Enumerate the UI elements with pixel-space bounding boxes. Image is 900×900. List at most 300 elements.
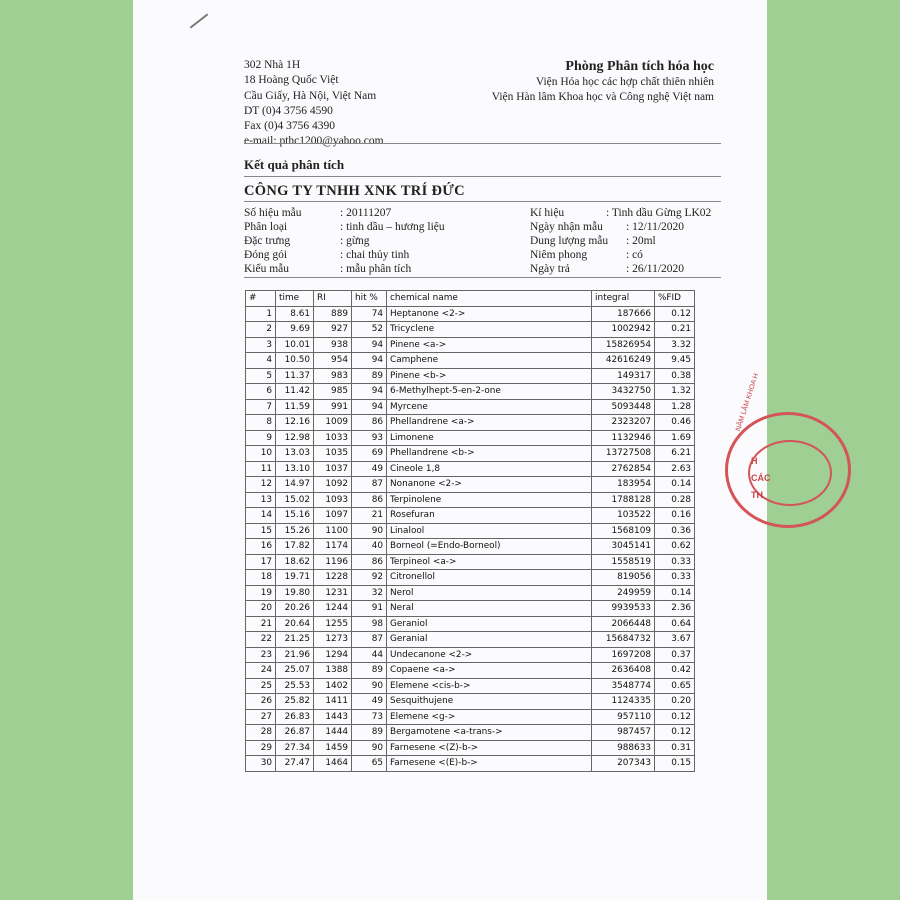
cell-hit: 86 — [352, 554, 387, 570]
cell-integral: 957110 — [592, 709, 655, 725]
cell-time: 25.53 — [276, 678, 314, 694]
cell-fid: 0.33 — [655, 570, 695, 586]
cell-integral: 3432750 — [592, 384, 655, 400]
cell-integral: 2762854 — [592, 461, 655, 477]
cell-chemical-name: Myrcene — [387, 399, 592, 415]
cell-hit: 90 — [352, 523, 387, 539]
lab-address-block — [244, 58, 384, 150]
cell-fid: 3.32 — [655, 337, 695, 353]
cell-index: 26 — [246, 694, 276, 710]
cell-fid: 0.14 — [655, 585, 695, 601]
cell-hit: 86 — [352, 415, 387, 431]
cell-hit: 49 — [352, 694, 387, 710]
cell-hit: 90 — [352, 678, 387, 694]
cell-ri: 1244 — [314, 601, 352, 617]
cell-ri: 1035 — [314, 446, 352, 462]
cell-index: 23 — [246, 647, 276, 663]
cell-index: 7 — [246, 399, 276, 415]
address-line: Cầu Giấy, Hà Nội, Việt Nam — [244, 89, 377, 102]
cell-hit: 87 — [352, 477, 387, 493]
cell-index: 29 — [246, 740, 276, 756]
cell-chemical-name: Farnesene <(Z)-b-> — [387, 740, 592, 756]
cell-time: 19.71 — [276, 570, 314, 586]
info-row — [530, 206, 711, 220]
table-row — [246, 616, 695, 632]
info-value: : mẫu phân tích — [340, 263, 412, 275]
cell-fid: 0.15 — [655, 756, 695, 772]
cell-fid: 0.12 — [655, 709, 695, 725]
table-row — [246, 399, 695, 415]
cell-ri: 1294 — [314, 647, 352, 663]
cell-fid: 0.42 — [655, 663, 695, 679]
cell-integral: 183954 — [592, 477, 655, 493]
cell-integral: 103522 — [592, 508, 655, 524]
cell-chemical-name: Undecanone <2-> — [387, 647, 592, 663]
cell-hit: 92 — [352, 570, 387, 586]
cell-ri: 1459 — [314, 740, 352, 756]
info-row — [530, 262, 711, 276]
cell-fid: 0.36 — [655, 523, 695, 539]
company-name: CÔNG TY TNHH XNK TRÍ ĐỨC — [244, 183, 465, 199]
cell-hit: 74 — [352, 306, 387, 322]
cell-ri: 1093 — [314, 492, 352, 508]
cell-chemical-name: Elemene <g-> — [387, 709, 592, 725]
column-header-index: # — [246, 291, 276, 307]
cell-time: 27.47 — [276, 756, 314, 772]
cell-ri: 1033 — [314, 430, 352, 446]
cell-time: 10.01 — [276, 337, 314, 353]
info-label: Đóng gói — [244, 249, 288, 261]
cell-index: 3 — [246, 337, 276, 353]
cell-chemical-name: Linalool — [387, 523, 592, 539]
info-label: Phân loại — [244, 221, 288, 233]
cell-ri: 983 — [314, 368, 352, 384]
cell-index: 30 — [246, 756, 276, 772]
info-row — [244, 248, 445, 262]
cell-fid: 0.38 — [655, 368, 695, 384]
cell-fid: 0.33 — [655, 554, 695, 570]
table-row — [246, 523, 695, 539]
cell-ri: 954 — [314, 353, 352, 369]
sample-info-right — [530, 206, 711, 276]
cell-chemical-name: Neral — [387, 601, 592, 617]
cell-hit: 65 — [352, 756, 387, 772]
cell-ri: 991 — [314, 399, 352, 415]
cell-ri: 938 — [314, 337, 352, 353]
table-row — [246, 740, 695, 756]
table-row — [246, 601, 695, 617]
cell-integral: 2636408 — [592, 663, 655, 679]
cell-ri: 1444 — [314, 725, 352, 741]
cell-time: 20.64 — [276, 616, 314, 632]
cell-integral: 987457 — [592, 725, 655, 741]
table-row — [246, 663, 695, 679]
cell-index: 28 — [246, 725, 276, 741]
cell-time: 25.07 — [276, 663, 314, 679]
cell-integral: 819056 — [592, 570, 655, 586]
cell-chemical-name: Elemene <cis-b-> — [387, 678, 592, 694]
cell-ri: 1228 — [314, 570, 352, 586]
cell-hit: 94 — [352, 337, 387, 353]
address-line: 302 Nhà 1H — [244, 59, 301, 71]
table-row — [246, 694, 695, 710]
cell-ri: 1388 — [314, 663, 352, 679]
info-row — [244, 262, 445, 276]
divider — [244, 277, 721, 278]
cell-ri: 1411 — [314, 694, 352, 710]
cell-hit: 32 — [352, 585, 387, 601]
table-row — [246, 570, 695, 586]
info-value: : tinh dầu – hương liệu — [340, 221, 445, 233]
cell-chemical-name: Citronellol — [387, 570, 592, 586]
cell-fid: 2.63 — [655, 461, 695, 477]
info-value: : 20111207 — [340, 207, 392, 219]
cell-integral: 207343 — [592, 756, 655, 772]
seal-arc-text: NĂM LÂM KHOA H — [735, 372, 761, 433]
cell-integral: 988633 — [592, 740, 655, 756]
table-row — [246, 384, 695, 400]
cell-time: 12.16 — [276, 415, 314, 431]
cell-fid: 1.28 — [655, 399, 695, 415]
cell-hit: 44 — [352, 647, 387, 663]
table-row — [246, 368, 695, 384]
table-row — [246, 725, 695, 741]
cell-ri: 1092 — [314, 477, 352, 493]
cell-fid: 3.67 — [655, 632, 695, 648]
cell-integral: 5093448 — [592, 399, 655, 415]
cell-hit: 94 — [352, 353, 387, 369]
table-row — [246, 508, 695, 524]
cell-integral: 2323207 — [592, 415, 655, 431]
cell-time: 26.83 — [276, 709, 314, 725]
academy-name: Viện Hàn lâm Khoa học và Công nghệ Việt nam — [491, 90, 714, 103]
info-label: Ngày trả — [530, 263, 570, 275]
divider — [244, 176, 721, 177]
cell-ri: 985 — [314, 384, 352, 400]
cell-integral: 42616249 — [592, 353, 655, 369]
cell-chemical-name: Nerol — [387, 585, 592, 601]
cell-fid: 0.12 — [655, 306, 695, 322]
cell-time: 13.03 — [276, 446, 314, 462]
cell-integral: 249959 — [592, 585, 655, 601]
cell-ri: 1196 — [314, 554, 352, 570]
cell-fid: 1.69 — [655, 430, 695, 446]
cell-chemical-name: Sesquithujene — [387, 694, 592, 710]
cell-integral: 187666 — [592, 306, 655, 322]
seal-line: H — [751, 456, 758, 466]
cell-fid: 1.32 — [655, 384, 695, 400]
cell-integral: 15826954 — [592, 337, 655, 353]
cell-time: 11.37 — [276, 368, 314, 384]
cell-integral: 1788128 — [592, 492, 655, 508]
cell-chemical-name: Rosefuran — [387, 508, 592, 524]
table-row — [246, 477, 695, 493]
cell-hit: 98 — [352, 616, 387, 632]
cell-chemical-name: Geraniol — [387, 616, 592, 632]
table-row — [246, 709, 695, 725]
cell-index: 19 — [246, 585, 276, 601]
cell-hit: 52 — [352, 322, 387, 338]
info-label: Dung lượng mẫu — [530, 235, 609, 247]
cell-ri: 927 — [314, 322, 352, 338]
info-value: : 20ml — [626, 235, 656, 247]
cell-integral: 1558519 — [592, 554, 655, 570]
info-value: : có — [626, 249, 643, 261]
cell-hit: 94 — [352, 384, 387, 400]
cell-time: 17.82 — [276, 539, 314, 555]
cell-time: 8.61 — [276, 306, 314, 322]
cell-chemical-name: Phellandrene <a-> — [387, 415, 592, 431]
cell-time: 12.98 — [276, 430, 314, 446]
cell-integral: 1002942 — [592, 322, 655, 338]
cell-integral: 149317 — [592, 368, 655, 384]
cell-fid: 2.36 — [655, 601, 695, 617]
column-header-time: time — [276, 291, 314, 307]
cell-index: 14 — [246, 508, 276, 524]
info-value: : 12/11/2020 — [626, 221, 685, 233]
cell-index: 9 — [246, 430, 276, 446]
cell-index: 18 — [246, 570, 276, 586]
info-row — [530, 234, 711, 248]
table-row — [246, 415, 695, 431]
cell-hit: 93 — [352, 430, 387, 446]
institute-name: Viện Hóa học các hợp chất thiên nhiên — [535, 76, 714, 88]
cell-fid: 0.14 — [655, 477, 695, 493]
cell-ri: 1464 — [314, 756, 352, 772]
cell-index: 27 — [246, 709, 276, 725]
cell-integral: 15684732 — [592, 632, 655, 648]
cell-fid: 0.28 — [655, 492, 695, 508]
cell-fid: 0.37 — [655, 647, 695, 663]
cell-hit: 89 — [352, 663, 387, 679]
cell-index: 4 — [246, 353, 276, 369]
cell-chemical-name: Camphene — [387, 353, 592, 369]
table-row — [246, 430, 695, 446]
cell-ri: 889 — [314, 306, 352, 322]
table-row — [246, 647, 695, 663]
cell-index: 11 — [246, 461, 276, 477]
cell-fid: 0.20 — [655, 694, 695, 710]
cell-chemical-name: Copaene <a-> — [387, 663, 592, 679]
cell-chemical-name: 6-Methylhept-5-en-2-one — [387, 384, 592, 400]
cell-time: 27.34 — [276, 740, 314, 756]
cell-chemical-name: Borneol (=Endo-Borneol) — [387, 539, 592, 555]
cell-time: 13.10 — [276, 461, 314, 477]
cell-index: 2 — [246, 322, 276, 338]
analysis-results-table — [245, 290, 695, 772]
cell-chemical-name: Cineole 1,8 — [387, 461, 592, 477]
cell-hit: 94 — [352, 399, 387, 415]
table-row — [246, 756, 695, 772]
cell-fid: 0.12 — [655, 725, 695, 741]
cell-integral: 13727508 — [592, 446, 655, 462]
cell-fid: 0.62 — [655, 539, 695, 555]
cell-index: 20 — [246, 601, 276, 617]
cell-chemical-name: Pinene <b-> — [387, 368, 592, 384]
cell-integral: 1124335 — [592, 694, 655, 710]
cell-chemical-name: Terpineol <a-> — [387, 554, 592, 570]
cell-time: 21.25 — [276, 632, 314, 648]
cell-chemical-name: Terpinolene — [387, 492, 592, 508]
cell-time: 15.16 — [276, 508, 314, 524]
cell-fid: 0.65 — [655, 678, 695, 694]
cell-time: 15.26 — [276, 523, 314, 539]
lab-name-block — [492, 58, 714, 104]
cell-time: 25.82 — [276, 694, 314, 710]
cell-fid: 6.21 — [655, 446, 695, 462]
info-label: Số hiệu mẫu — [244, 207, 302, 219]
info-row — [244, 234, 445, 248]
cell-index: 21 — [246, 616, 276, 632]
cell-hit: 87 — [352, 632, 387, 648]
table-row — [246, 585, 695, 601]
cell-chemical-name: Nonanone <2-> — [387, 477, 592, 493]
cell-integral: 3045141 — [592, 539, 655, 555]
cell-fid: 0.46 — [655, 415, 695, 431]
table-row — [246, 678, 695, 694]
cell-ri: 1009 — [314, 415, 352, 431]
info-row — [530, 220, 711, 234]
seal-line: CÁC — [751, 473, 771, 483]
cell-chemical-name: Heptanone <2-> — [387, 306, 592, 322]
cell-index: 10 — [246, 446, 276, 462]
lab-name: Phòng Phân tích hóa học — [565, 59, 714, 74]
cell-fid: 0.64 — [655, 616, 695, 632]
cell-index: 12 — [246, 477, 276, 493]
address-line: 18 Hoàng Quốc Việt — [244, 74, 339, 87]
cell-chemical-name: Pinene <a-> — [387, 337, 592, 353]
cell-time: 11.42 — [276, 384, 314, 400]
cell-index: 13 — [246, 492, 276, 508]
cell-index: 8 — [246, 415, 276, 431]
cell-ri: 1255 — [314, 616, 352, 632]
cell-chemical-name: Limonene — [387, 430, 592, 446]
cell-ri: 1100 — [314, 523, 352, 539]
column-header-hit: hit % — [352, 291, 387, 307]
cell-ri: 1273 — [314, 632, 352, 648]
cell-time: 18.62 — [276, 554, 314, 570]
table-body — [246, 306, 695, 771]
cell-ri: 1231 — [314, 585, 352, 601]
table-row — [246, 554, 695, 570]
divider — [244, 143, 721, 144]
cell-fid: 0.31 — [655, 740, 695, 756]
cell-time: 11.59 — [276, 399, 314, 415]
column-header-fid: %FID — [655, 291, 695, 307]
phone-line: DT (0)4 3756 4590 — [244, 104, 333, 117]
info-value: : 26/11/2020 — [626, 263, 685, 275]
cell-integral: 2066448 — [592, 616, 655, 632]
cell-ri: 1037 — [314, 461, 352, 477]
cell-time: 21.96 — [276, 647, 314, 663]
cell-hit: 40 — [352, 539, 387, 555]
cell-time: 14.97 — [276, 477, 314, 493]
table-row — [246, 306, 695, 322]
info-label: Kiểu mẫu — [244, 263, 290, 275]
cell-index: 15 — [246, 523, 276, 539]
info-label: Đặc trưng — [244, 235, 291, 247]
table-row — [246, 322, 695, 338]
cell-hit: 86 — [352, 492, 387, 508]
cell-chemical-name: Phellandrene <b-> — [387, 446, 592, 462]
seal-text — [751, 453, 771, 504]
cell-hit: 91 — [352, 601, 387, 617]
cell-time: 9.69 — [276, 322, 314, 338]
cell-time: 20.26 — [276, 601, 314, 617]
table-row — [246, 353, 695, 369]
cell-ri: 1443 — [314, 709, 352, 725]
fax-line: Fax (0)4 3756 4390 — [244, 120, 336, 133]
info-label: Niêm phong — [530, 249, 588, 261]
info-row — [530, 248, 711, 262]
cell-integral: 1697208 — [592, 647, 655, 663]
info-label: Ngày nhận mẫu — [530, 221, 603, 233]
table-row — [246, 461, 695, 477]
info-row — [244, 206, 445, 220]
cell-hit: 49 — [352, 461, 387, 477]
table-row — [246, 446, 695, 462]
table-row — [246, 337, 695, 353]
cell-hit: 21 — [352, 508, 387, 524]
cell-ri: 1097 — [314, 508, 352, 524]
info-value: : gừng — [340, 235, 370, 247]
table-header-row — [246, 291, 695, 307]
cell-index: 17 — [246, 554, 276, 570]
cell-hit: 89 — [352, 725, 387, 741]
cell-index: 24 — [246, 663, 276, 679]
result-title: Kết quả phân tích — [244, 157, 345, 172]
cell-chemical-name: Geranial — [387, 632, 592, 648]
email-line: e-mail: pthc1200@yahoo.com — [244, 135, 384, 148]
cell-index: 25 — [246, 678, 276, 694]
column-header-ri: RI — [314, 291, 352, 307]
info-row — [244, 220, 445, 234]
cell-time: 15.02 — [276, 492, 314, 508]
sample-info-left — [244, 206, 445, 276]
cell-integral: 3548774 — [592, 678, 655, 694]
cell-chemical-name: Tricyclene — [387, 322, 592, 338]
cell-hit: 90 — [352, 740, 387, 756]
cell-integral: 1132946 — [592, 430, 655, 446]
cell-integral: 1568109 — [592, 523, 655, 539]
table-row — [246, 539, 695, 555]
seal-line: TH — [751, 490, 763, 500]
cell-index: 22 — [246, 632, 276, 648]
cell-fid: 0.16 — [655, 508, 695, 524]
column-header-integral: integral — [592, 291, 655, 307]
cell-fid: 0.21 — [655, 322, 695, 338]
cell-index: 6 — [246, 384, 276, 400]
info-label: Kí hiệu — [530, 207, 565, 219]
divider — [244, 201, 721, 202]
cell-hit: 73 — [352, 709, 387, 725]
cell-chemical-name: Farnesene <(E)-b-> — [387, 756, 592, 772]
cell-ri: 1174 — [314, 539, 352, 555]
cell-chemical-name: Bergamotene <a-trans-> — [387, 725, 592, 741]
table-row — [246, 632, 695, 648]
cell-time: 19.80 — [276, 585, 314, 601]
cell-time: 26.87 — [276, 725, 314, 741]
cell-fid: 9.45 — [655, 353, 695, 369]
table-row — [246, 492, 695, 508]
cell-time: 10.50 — [276, 353, 314, 369]
cell-ri: 1402 — [314, 678, 352, 694]
cell-integral: 9939533 — [592, 601, 655, 617]
cell-hit: 89 — [352, 368, 387, 384]
cell-index: 16 — [246, 539, 276, 555]
cell-index: 5 — [246, 368, 276, 384]
info-value: : chai thủy tinh — [340, 249, 410, 261]
